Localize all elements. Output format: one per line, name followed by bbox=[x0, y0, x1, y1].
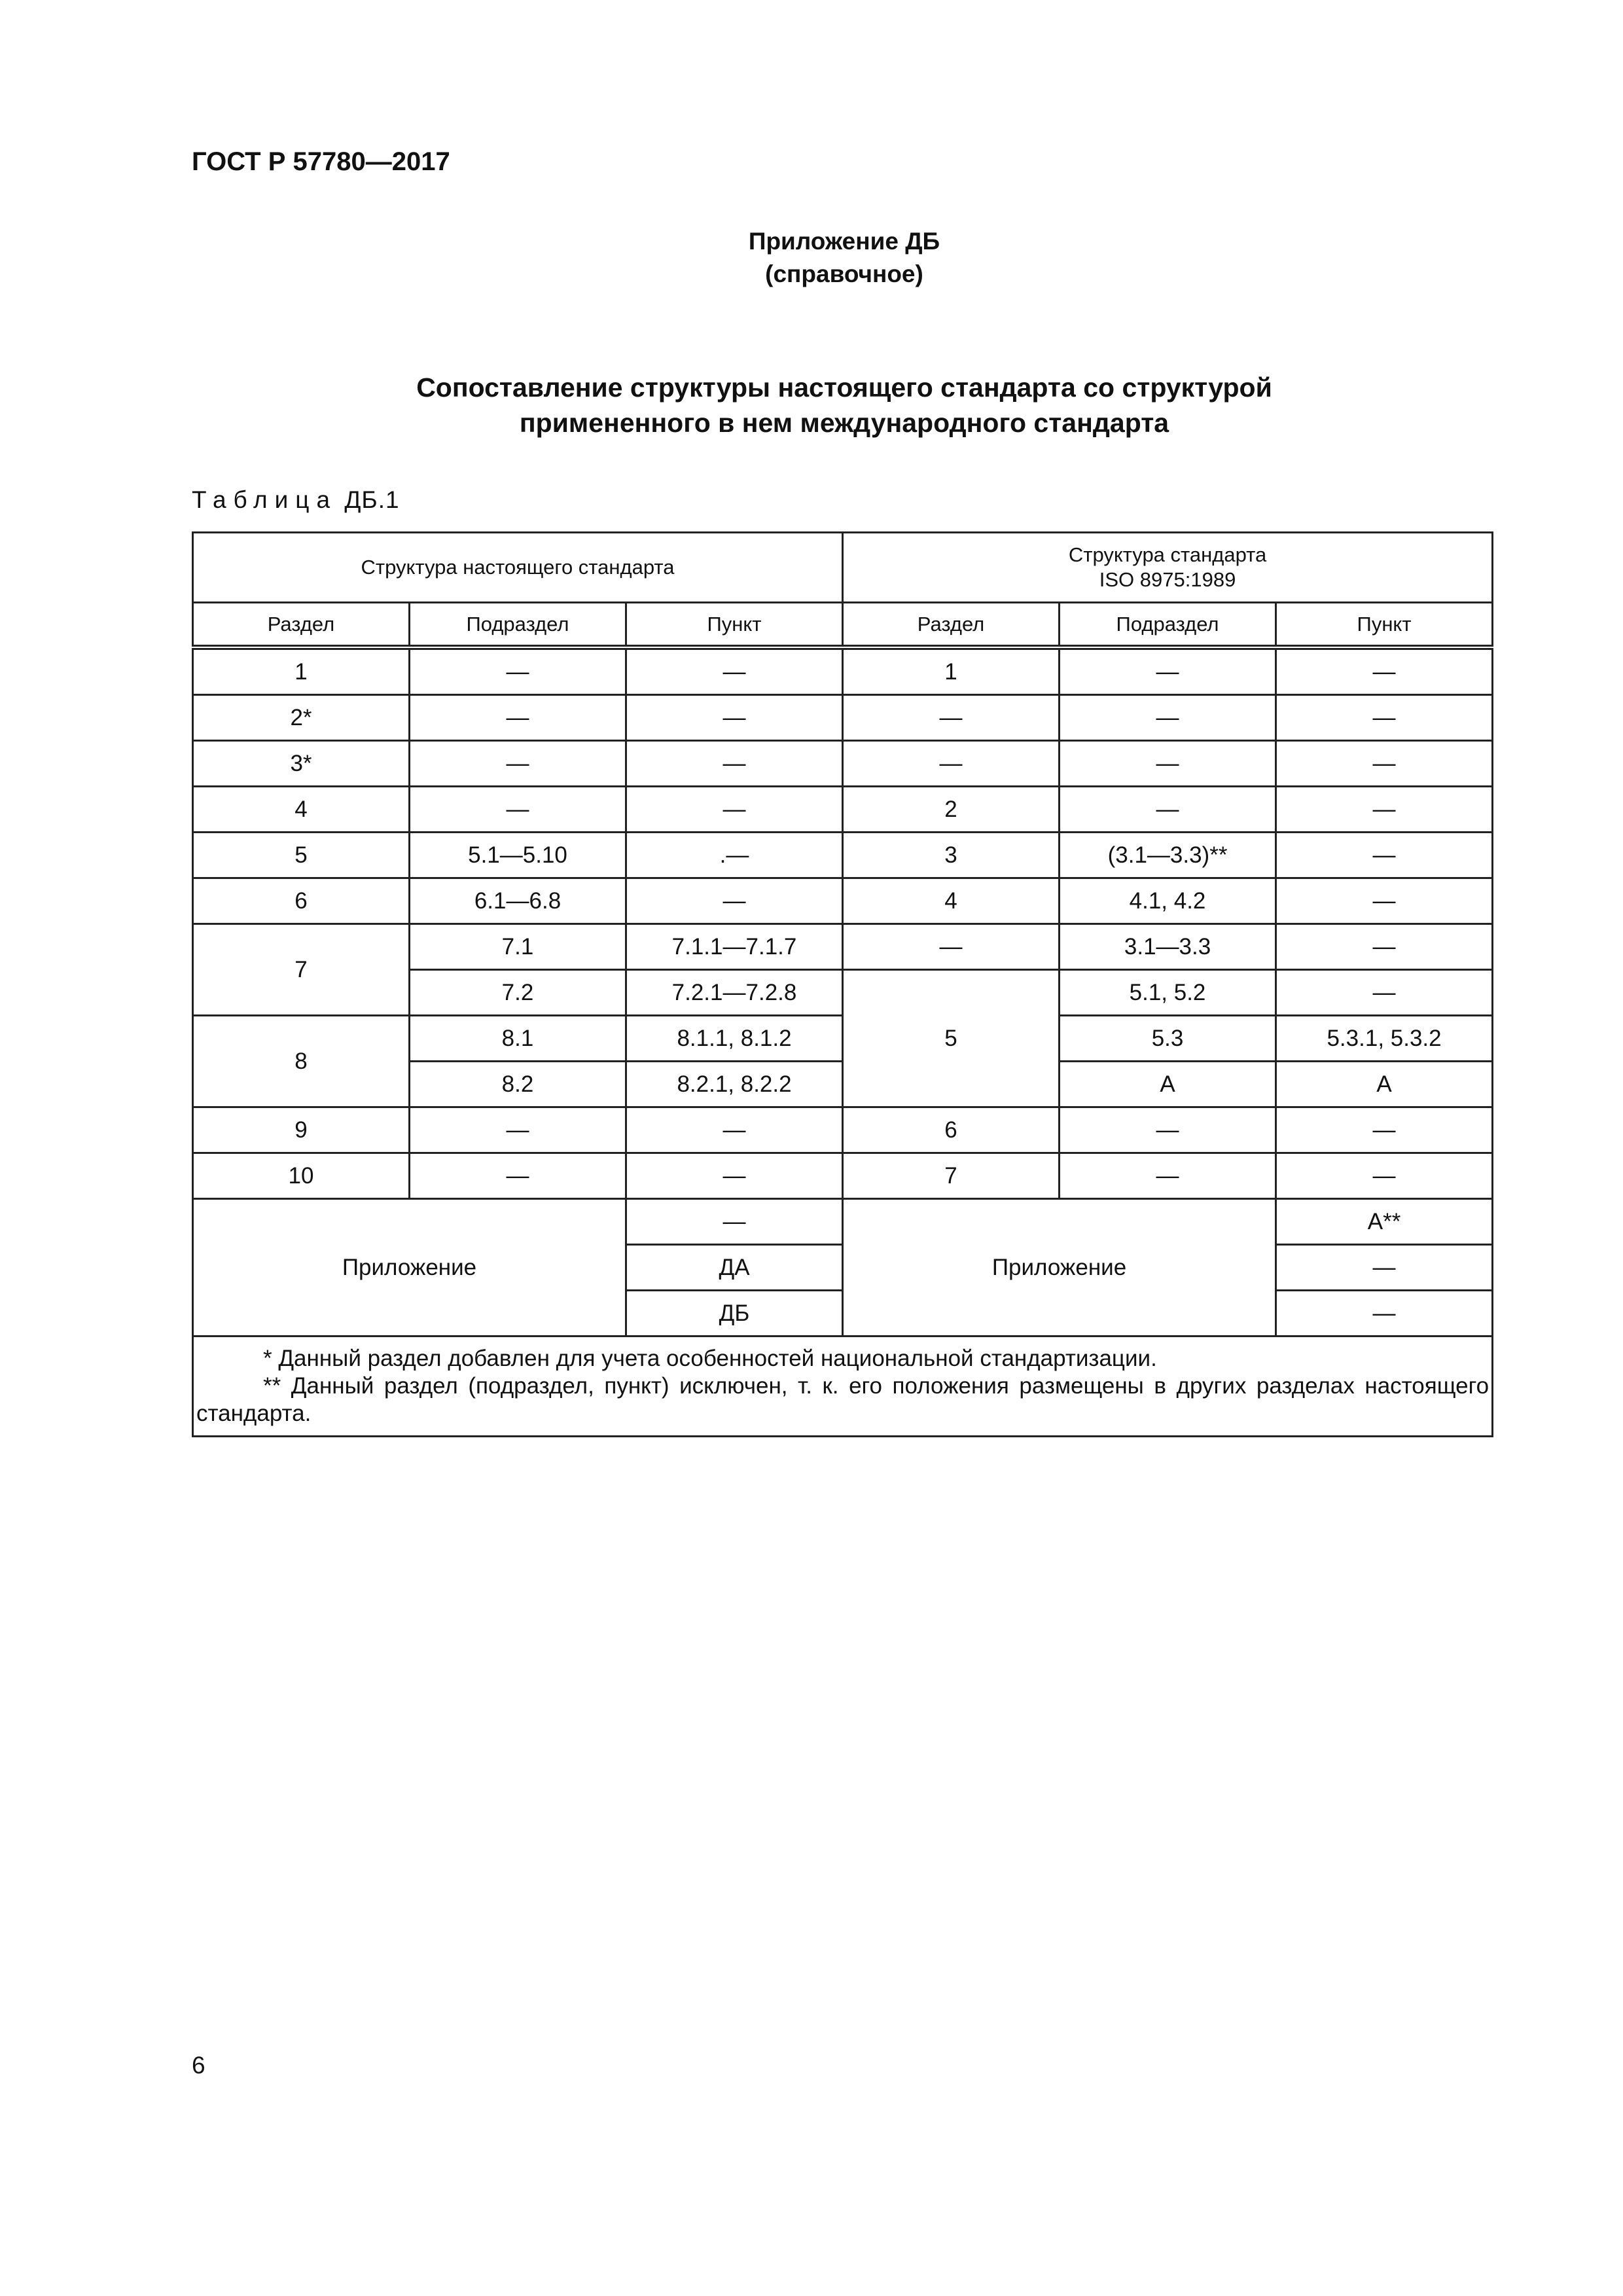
column-header: Пункт bbox=[626, 603, 843, 648]
table-cell: 8.1 bbox=[410, 1016, 626, 1062]
table-row bbox=[193, 878, 1493, 924]
table-cell: 6 bbox=[843, 1107, 1060, 1153]
table-cell: А bbox=[1060, 1062, 1276, 1107]
table-row bbox=[193, 1107, 1493, 1153]
column-header: Подраздел bbox=[1060, 603, 1276, 648]
appendix-title: Приложение ДБ bbox=[748, 228, 940, 255]
table-cell: 7.2 bbox=[410, 970, 626, 1016]
table-column-header-row bbox=[193, 603, 1493, 648]
table-cell: 6 bbox=[193, 878, 410, 924]
table-cell: А bbox=[1276, 1062, 1493, 1107]
table-cell: 1 bbox=[193, 647, 410, 695]
table-cell: — bbox=[1276, 695, 1493, 741]
table-cell: 4.1, 4.2 bbox=[1060, 878, 1276, 924]
table-cell: 5.3.1, 5.3.2 bbox=[1276, 1016, 1493, 1062]
table-note: * Данный раздел добавлен для учета особенностей национальной стандартизации. bbox=[263, 1346, 1157, 1371]
table-cell: 5.1, 5.2 bbox=[1060, 970, 1276, 1016]
group-header-current-standard: Структура настоящего стандарта bbox=[193, 533, 843, 603]
table-cell: 7 bbox=[193, 924, 410, 1016]
table-row bbox=[193, 787, 1493, 833]
table-cell: .— bbox=[626, 833, 843, 878]
table-cell: 5.1—5.10 bbox=[410, 833, 626, 878]
table-cell: — bbox=[1276, 1153, 1493, 1199]
table-cell: — bbox=[626, 741, 843, 787]
appendix-label-left: Приложение bbox=[193, 1199, 626, 1336]
table-cell: — bbox=[626, 787, 843, 833]
table-row bbox=[193, 924, 1493, 970]
table-cell: (3.1—3.3)** bbox=[1060, 833, 1276, 878]
column-header: Раздел bbox=[843, 603, 1060, 648]
table-caption-number: ДБ.1 bbox=[344, 486, 400, 513]
table-cell: — bbox=[1276, 924, 1493, 970]
table-cell: 3.1—3.3 bbox=[1060, 924, 1276, 970]
table-cell: — bbox=[1276, 970, 1493, 1016]
table-cell: 7.2.1—7.2.8 bbox=[626, 970, 843, 1016]
table-cell: 8 bbox=[193, 1016, 410, 1107]
table-cell: 4 bbox=[193, 787, 410, 833]
table-row bbox=[193, 695, 1493, 741]
table-cell: — bbox=[843, 924, 1060, 970]
table-row-appendix bbox=[193, 1199, 1493, 1245]
table-cell: 9 bbox=[193, 1107, 410, 1153]
table-cell: 2 bbox=[843, 787, 1060, 833]
table-cell: — bbox=[410, 647, 626, 695]
group-header-iso-standard bbox=[843, 533, 1493, 603]
document-title-line-2: примененного в нем международного стандарта bbox=[519, 408, 1169, 438]
table-cell: — bbox=[410, 695, 626, 741]
appendix-label-right: Приложение bbox=[843, 1199, 1276, 1336]
table-cell: 7.1 bbox=[410, 924, 626, 970]
table-cell: — bbox=[1276, 741, 1493, 787]
table-cell: ДБ bbox=[626, 1291, 843, 1336]
table-cell: — bbox=[626, 1107, 843, 1153]
table-cell: 4 bbox=[843, 878, 1060, 924]
table-cell: 8.1.1, 8.1.2 bbox=[626, 1016, 843, 1062]
table-cell: — bbox=[1060, 741, 1276, 787]
table-row bbox=[193, 741, 1493, 787]
table-cell: 5 bbox=[193, 833, 410, 878]
table-notes-row bbox=[193, 1336, 1493, 1437]
table-cell: — bbox=[626, 878, 843, 924]
table-cell: 6.1—6.8 bbox=[410, 878, 626, 924]
appendix-subtitle: (справочное) bbox=[765, 260, 923, 287]
table-cell: 7 bbox=[843, 1153, 1060, 1199]
standard-code: ГОСТ Р 57780—2017 bbox=[192, 147, 450, 176]
table-cell: 8.2.1, 8.2.2 bbox=[626, 1062, 843, 1107]
table-cell: — bbox=[1276, 833, 1493, 878]
table-cell: — bbox=[410, 787, 626, 833]
column-header: Пункт bbox=[1276, 603, 1493, 648]
table-cell: — bbox=[1276, 1291, 1493, 1336]
document-title bbox=[0, 370, 1623, 440]
document-title-line-1: Сопоставление структуры настоящего стандарта со структурой bbox=[416, 372, 1272, 403]
table-cell: — bbox=[843, 741, 1060, 787]
table-cell: — bbox=[843, 695, 1060, 741]
appendix-heading bbox=[0, 225, 1623, 291]
table-cell: — bbox=[1276, 1107, 1493, 1153]
structure-comparison-table bbox=[192, 531, 1493, 1437]
table-cell: 3* bbox=[193, 741, 410, 787]
table-cell: — bbox=[626, 647, 843, 695]
table-row bbox=[193, 647, 1493, 695]
table-cell: 5.3 bbox=[1060, 1016, 1276, 1062]
table-cell: 2* bbox=[193, 695, 410, 741]
table-note: ** Данный раздел (подраздел, пункт) исключен, т. к. его положения размещены в других разделах настоящего стандарта. bbox=[196, 1373, 1489, 1426]
table-group-header-row bbox=[193, 533, 1493, 603]
table-cell: ДА bbox=[626, 1245, 843, 1291]
table-cell: — bbox=[410, 741, 626, 787]
table-cell: 3 bbox=[843, 833, 1060, 878]
table-row bbox=[193, 833, 1493, 878]
group-header-iso-line-1: Структура стандарта bbox=[1068, 543, 1267, 566]
table-cell: — bbox=[410, 1153, 626, 1199]
table-cell: — bbox=[1060, 1107, 1276, 1153]
table-notes bbox=[193, 1336, 1493, 1437]
table-cell: — bbox=[1060, 647, 1276, 695]
table-cell: — bbox=[1060, 695, 1276, 741]
table-cell: — bbox=[1060, 1153, 1276, 1199]
column-header: Подраздел bbox=[410, 603, 626, 648]
table-caption bbox=[192, 486, 400, 514]
table-cell: — bbox=[1276, 647, 1493, 695]
table-cell: — bbox=[626, 695, 843, 741]
table-cell: 8.2 bbox=[410, 1062, 626, 1107]
table-caption-word: Таблица bbox=[192, 486, 338, 513]
table-cell: 7.1.1—7.1.7 bbox=[626, 924, 843, 970]
table-cell: — bbox=[1276, 878, 1493, 924]
table-cell: А** bbox=[1276, 1199, 1493, 1245]
table-cell: — bbox=[626, 1199, 843, 1245]
table-cell: 10 bbox=[193, 1153, 410, 1199]
table-cell: — bbox=[410, 1107, 626, 1153]
page-number: 6 bbox=[192, 2052, 205, 2079]
column-header: Раздел bbox=[193, 603, 410, 648]
table-cell: — bbox=[626, 1153, 843, 1199]
table-cell: — bbox=[1276, 1245, 1493, 1291]
table-row bbox=[193, 1153, 1493, 1199]
table-cell: — bbox=[1060, 787, 1276, 833]
table-cell: 1 bbox=[843, 647, 1060, 695]
table-cell: — bbox=[1276, 787, 1493, 833]
group-header-iso-line-2: ISO 8975:1989 bbox=[1099, 568, 1236, 591]
table-cell: 5 bbox=[843, 970, 1060, 1107]
